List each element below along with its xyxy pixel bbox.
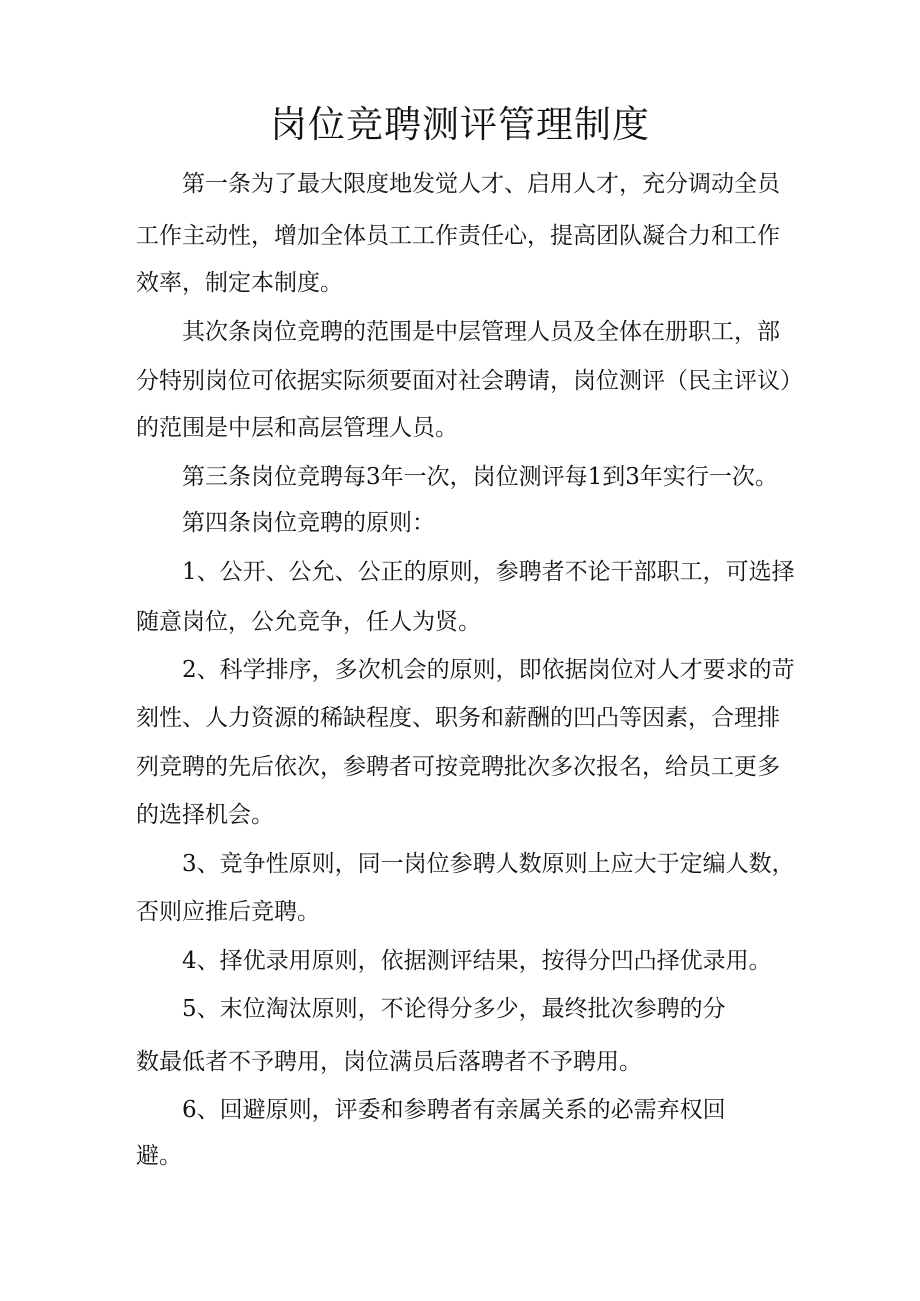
paragraph-line: 随意岗位，公允竞争，任人为贤。 [136, 609, 481, 635]
paragraph-line: 避。 [136, 1143, 182, 1169]
paragraph-line: 效率，制定本制度。 [136, 270, 343, 296]
paragraph-line: 第三条岗位竞聘每3年一次，岗位测评每1到3年实行一次。 [182, 464, 778, 490]
paragraph-line: 3、竞争性原则，同一岗位参聘人数原则上应大于定编人数， [182, 851, 795, 877]
paragraph-line: 4、择优录用原则，依据测评结果，按得分凹凸择优录用。 [182, 948, 772, 974]
paragraph-line: 6、回避原则，评委和参聘者有亲属关系的必需弃权回 [182, 1097, 726, 1123]
paragraph-line: 其次条岗位竞聘的范围是中层管理人员及全体在册职工，部 [182, 319, 780, 345]
paragraph-line: 5、末位淘汰原则，不论得分多少，最终批次参聘的分 [182, 996, 726, 1022]
paragraph-line: 数最低者不予聘用，岗位满员后落聘者不予聘用。 [136, 1049, 642, 1075]
paragraph-line: 工作主动性，增加全体员工工作责任心，提高团队凝合力和工作 [136, 223, 780, 249]
paragraph-line: 否则应推后竞聘。 [136, 899, 320, 925]
paragraph-line: 2、科学排序，多次机会的原则，即依据岗位对人才要求的苛 [182, 657, 795, 683]
paragraph-line: 列竞聘的先后依次，参聘者可按竞聘批次多次报名，给员工更多 [136, 754, 780, 780]
paragraph-line: 的选择机会。 [136, 802, 274, 828]
paragraph-line: 的范围是中层和高层管理人员。 [136, 415, 458, 441]
paragraph-line: 刻性、人力资源的稀缺程度、职务和薪酬的凹凸等因素，合理排 [136, 705, 780, 731]
paragraph-line: 第一条为了最大限度地发觉人才、启用人才，充分调动全员 [182, 171, 780, 197]
paragraph-line: 第四条岗位竞聘的原则： [182, 510, 435, 536]
paragraph-line: 分特别岗位可依据实际须要面对社会聘请，岗位测评（民主评议） [136, 368, 803, 394]
paragraph-line: 1、公开、公允、公正的原则，参聘者不论干部职工，可选择 [182, 559, 795, 585]
document-title: 岗位竞聘测评管理制度 [270, 103, 650, 146]
